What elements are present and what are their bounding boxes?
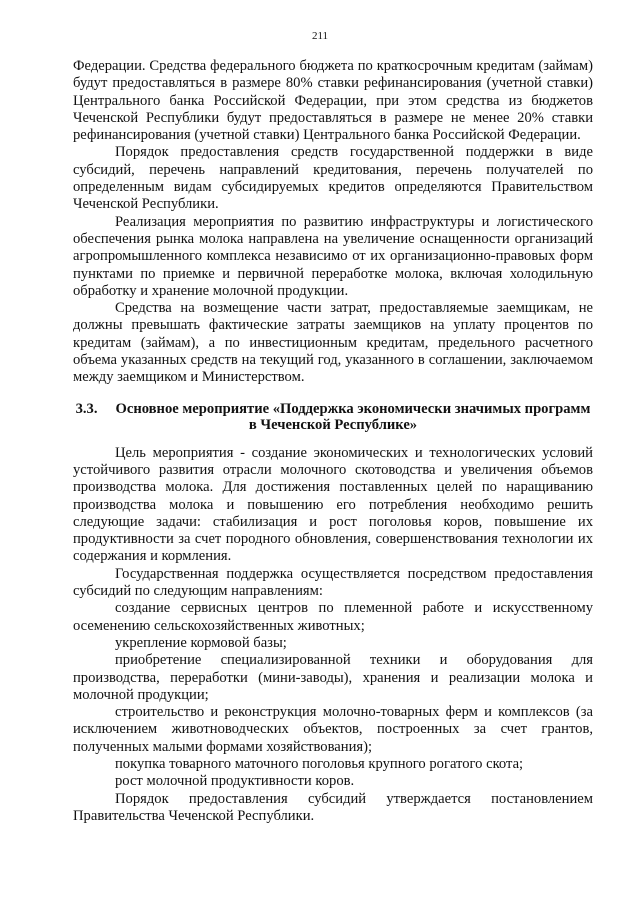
- section-number: 3.3.: [75, 400, 98, 417]
- list-item: создание сервисных центров по племенной работе и искусственному осеменению сельскохозяйственных животных;: [73, 600, 593, 634]
- list-item: покупка товарного маточного поголовья крупного рогатого скота;: [115, 755, 524, 772]
- paragraph: Порядок предоставления средств государственной поддержки в виде субсидий, перечень направлений кредитования, перечень получателей по определенным видам субсидируемых кредитов определяются Правительством Чеченской Республики.: [73, 144, 593, 213]
- page-number: 211: [311, 30, 329, 42]
- list-item: рост молочной продуктивности коров.: [115, 773, 355, 790]
- paragraph: Цель мероприятия - создание экономических и технологических условий устойчивого развития отрасли молочного скотоводства и увеличения объемов производства молока. Для достижения поставленных целей по наращиванию производства молока и повышению его потребления необходимо решить следующие задачи: стабилизация и рост поголовья коров, повышение их продуктивности за счет породного обновления, совершенствования технологии их содержания и кормления.: [73, 444, 593, 565]
- document-body: [73, 58, 593, 825]
- paragraph: Государственная поддержка осуществляется посредством предоставления субсидий по следующим направлениям:: [73, 565, 593, 600]
- paragraph: Порядок предоставления субсидий утверждается постановлением Правительства Чеченской Республики.: [73, 790, 593, 824]
- list-item: приобретение специализированной техники и оборудования для производства, переработки (мини-заводы), хранения и реализации молока и молочной продукции;: [73, 652, 593, 703]
- paragraph: Федерации. Средства федерального бюджета по краткосрочным кредитам (займам) будут предоставляться в размере 80% ставки рефинансирования (учетной ставки) Центрального банка Российской Федерации, при этом средства из бюджетов Чеченской Республики будут предоставляться в размере не менее 20% ставки рефинансирования (учетной ставки) Центрального банка Российской Федерации.: [73, 58, 593, 144]
- list-item: строительство и реконструкция молочно-товарных ферм и комплексов (за исключением животноводческих объектов, построенных за счет грантов, полученных малыми формами хозяйствования);: [73, 704, 593, 755]
- section-heading: [73, 401, 593, 433]
- paragraph: Средства на возмещение части затрат, предоставляемые заемщикам, не должны превышать фактические затраты заемщиков на уплату процентов по кредитам (займам), а по инвестиционным кредитам, предельного расчетного объема указанных средств на текущий год, указанного в соглашении, заключаемом между заемщиком и Министерством.: [73, 300, 593, 386]
- paragraph: Реализация мероприятия по развитию инфраструктуры и логистического обеспечения рынка молока направлена на увеличение оснащенности организаций агропромышленного комплекса независимо от их организационно-правовых форм пунктами по приемке и первичной переработке молока, включая холодильную обработку и хранение молочной продукции.: [73, 213, 593, 299]
- section-title: Основное мероприятие «Поддержка экономически значимых программ в Чеченской Республике»: [115, 400, 591, 433]
- list-item: укрепление кормовой базы;: [115, 634, 287, 651]
